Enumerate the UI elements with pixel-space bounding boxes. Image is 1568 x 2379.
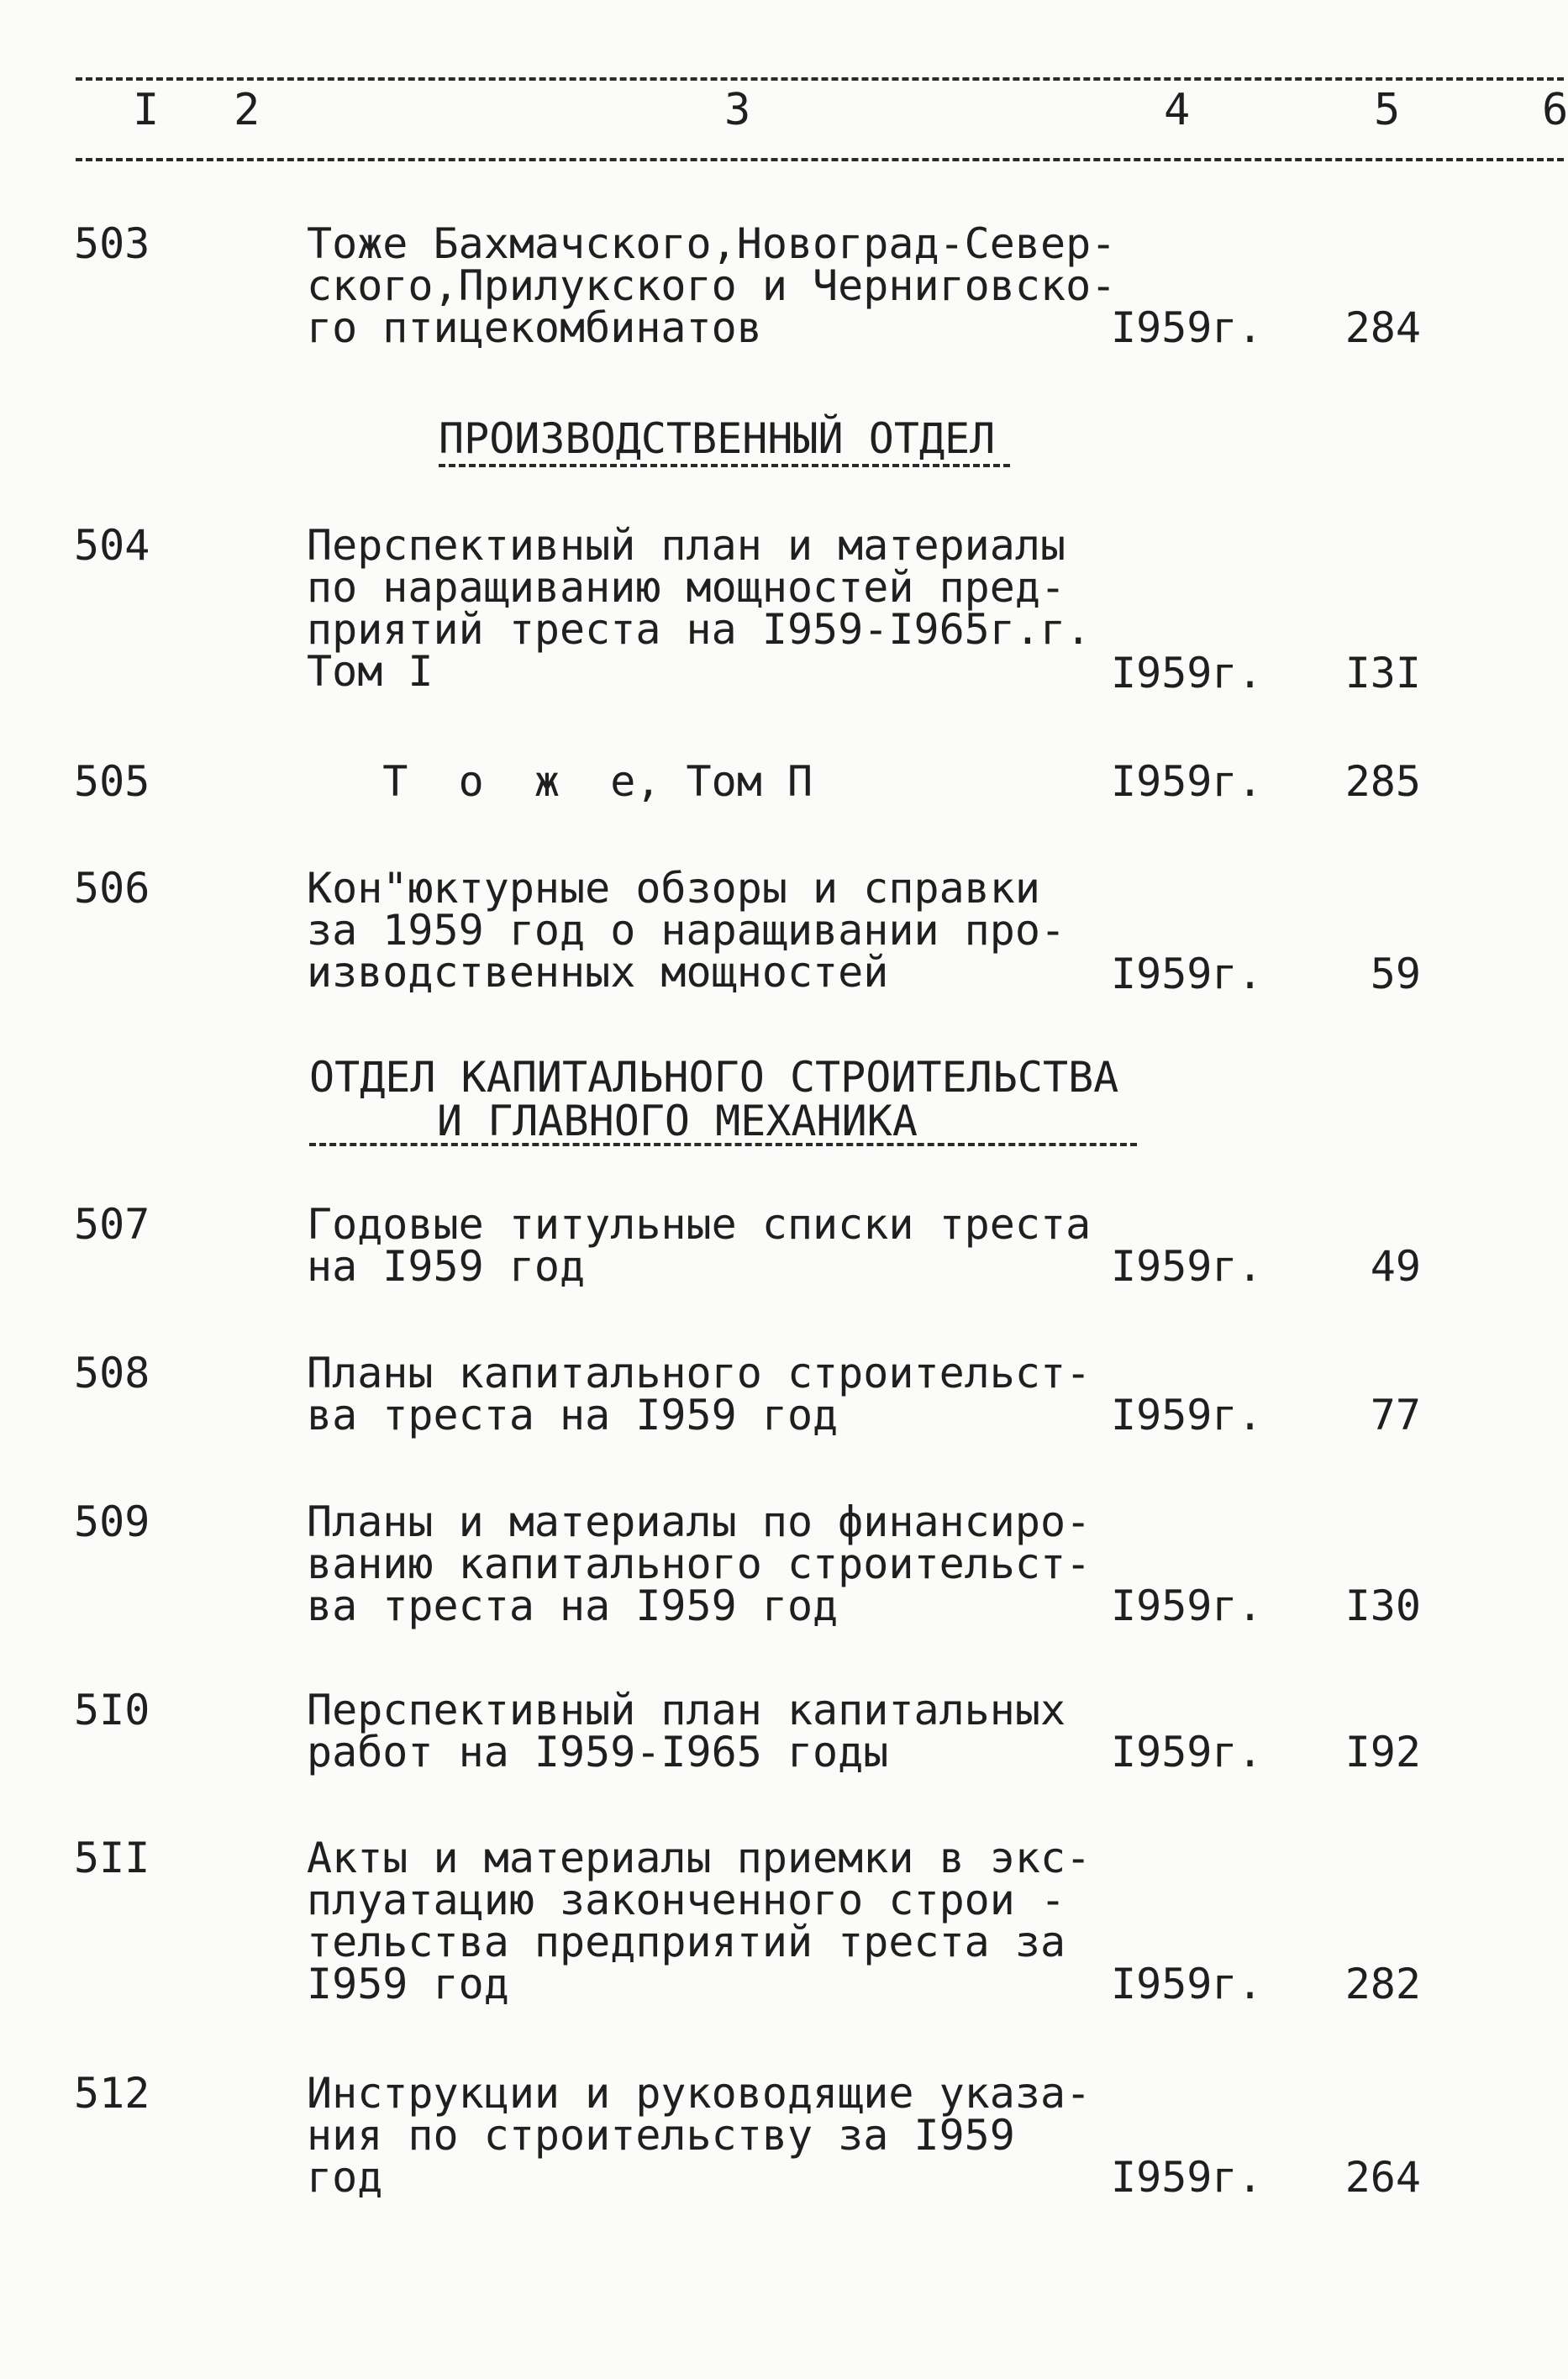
entry-title-line: Планы капитального строительст-: [307, 1349, 1092, 1397]
entry-title-line: Кон"юктурные обзоры и справки: [307, 864, 1040, 913]
entry-year: I959г.: [1111, 303, 1263, 352]
entry-title-line: тельства предприятий треста за: [307, 1918, 1066, 1966]
entry-number: 504: [74, 521, 150, 570]
entry-title-line: ванию капитального строительст-: [307, 1540, 1092, 1588]
entry-title-line: на I959 год: [307, 1242, 586, 1291]
entry-number: 5II: [74, 1834, 150, 1882]
entry-title-line: ского,Прилукского и Черниговско-: [307, 261, 1117, 310]
entry-number: 507: [74, 1200, 150, 1249]
entry-title-line: ва треста на I959 год: [307, 1582, 839, 1630]
header-bottom-rule: [76, 158, 1564, 161]
entry-year: I959г.: [1111, 1728, 1263, 1776]
entry-title-line: Планы и материалы по финансиро-: [307, 1497, 1092, 1546]
entry-number: 512: [74, 2069, 150, 2118]
entry-title-line: ния по строительству за I959: [307, 2111, 1015, 2160]
column-header-3: 3: [724, 85, 751, 135]
section-heading-underline: [439, 464, 1010, 467]
entry-title-line: Акты и материалы приемки в экс-: [307, 1834, 1092, 1882]
column-header-6: 6: [1542, 85, 1568, 135]
entry-title-line: I959 год: [307, 1960, 509, 2008]
section-heading-underline: [309, 1143, 1137, 1146]
entry-number: 509: [74, 1497, 150, 1546]
entry-title-line: по наращиванию мощностей пред-: [307, 563, 1066, 612]
section-heading-line: ПРОИЗВОДСТВЕННЫЙ ОТДЕЛ: [439, 414, 996, 463]
entry-title-line: Годовые титульные списки треста: [307, 1200, 1092, 1249]
entry-title-line: Инструкции и руководящие указа-: [307, 2069, 1092, 2118]
entry-year: I959г.: [1111, 649, 1263, 697]
entry-title-line: работ на I959-I965 годы: [307, 1728, 889, 1776]
column-header-1: I: [133, 85, 160, 135]
entry-sheet-count: 77: [1370, 1391, 1421, 1440]
entry-title-line: за 1959 год о наращивании про-: [307, 906, 1066, 955]
column-header-4: 4: [1164, 85, 1191, 135]
section-heading-line: И ГЛАВНОГО МЕХАНИКА: [437, 1097, 918, 1145]
entry-year: I959г.: [1111, 1391, 1263, 1440]
entry-title-line: Т о ж е, Том П: [307, 757, 813, 806]
entry-number: 5I0: [74, 1686, 150, 1734]
entry-sheet-count: 285: [1344, 757, 1421, 806]
entry-year: I959г.: [1111, 2153, 1263, 2202]
entry-year: I959г.: [1111, 757, 1263, 806]
entry-title-line: Том I: [307, 647, 434, 696]
entry-sheet-count: I30: [1344, 1582, 1421, 1630]
entry-number: 508: [74, 1349, 150, 1397]
entry-sheet-count: 264: [1344, 2153, 1421, 2202]
entry-title-line: приятий треста на I959-I965г.г.: [307, 605, 1092, 654]
entry-sheet-count: I92: [1344, 1728, 1421, 1776]
entry-year: I959г.: [1111, 1960, 1263, 2008]
section-heading-line: ОТДЕЛ КАПИТАЛЬНОГО СТРОИТЕЛЬСТВА: [309, 1053, 1119, 1102]
entry-year: I959г.: [1111, 1582, 1263, 1630]
entry-title-line: год: [307, 2153, 383, 2202]
entry-title-line: Перспективный план и материалы: [307, 521, 1066, 570]
entry-title-line: го птицекомбинатов: [307, 303, 762, 352]
entry-title-line: плуатацию законченного строи -: [307, 1876, 1066, 1924]
entry-sheet-count: 282: [1344, 1960, 1421, 2008]
entry-year: I959г.: [1111, 950, 1263, 998]
entry-sheet-count: 284: [1344, 303, 1421, 352]
entry-number: 503: [74, 219, 150, 268]
entry-number: 505: [74, 757, 150, 806]
entry-number: 506: [74, 864, 150, 913]
entry-title-line: Перспективный план капитальных: [307, 1686, 1066, 1734]
entry-title-line: Тоже Бахмачского,Новоград-Север-: [307, 219, 1117, 268]
entry-sheet-count: 49: [1370, 1242, 1421, 1291]
entry-sheet-count: 59: [1370, 950, 1421, 998]
entry-title-line: изводственных мощностей: [307, 948, 889, 997]
column-header-2: 2: [234, 85, 260, 135]
entry-sheet-count: I3I: [1344, 649, 1421, 697]
entry-title-line: ва треста на I959 год: [307, 1391, 839, 1440]
header-top-rule: [76, 77, 1564, 81]
column-header-5: 5: [1374, 85, 1401, 135]
entry-year: I959г.: [1111, 1242, 1263, 1291]
